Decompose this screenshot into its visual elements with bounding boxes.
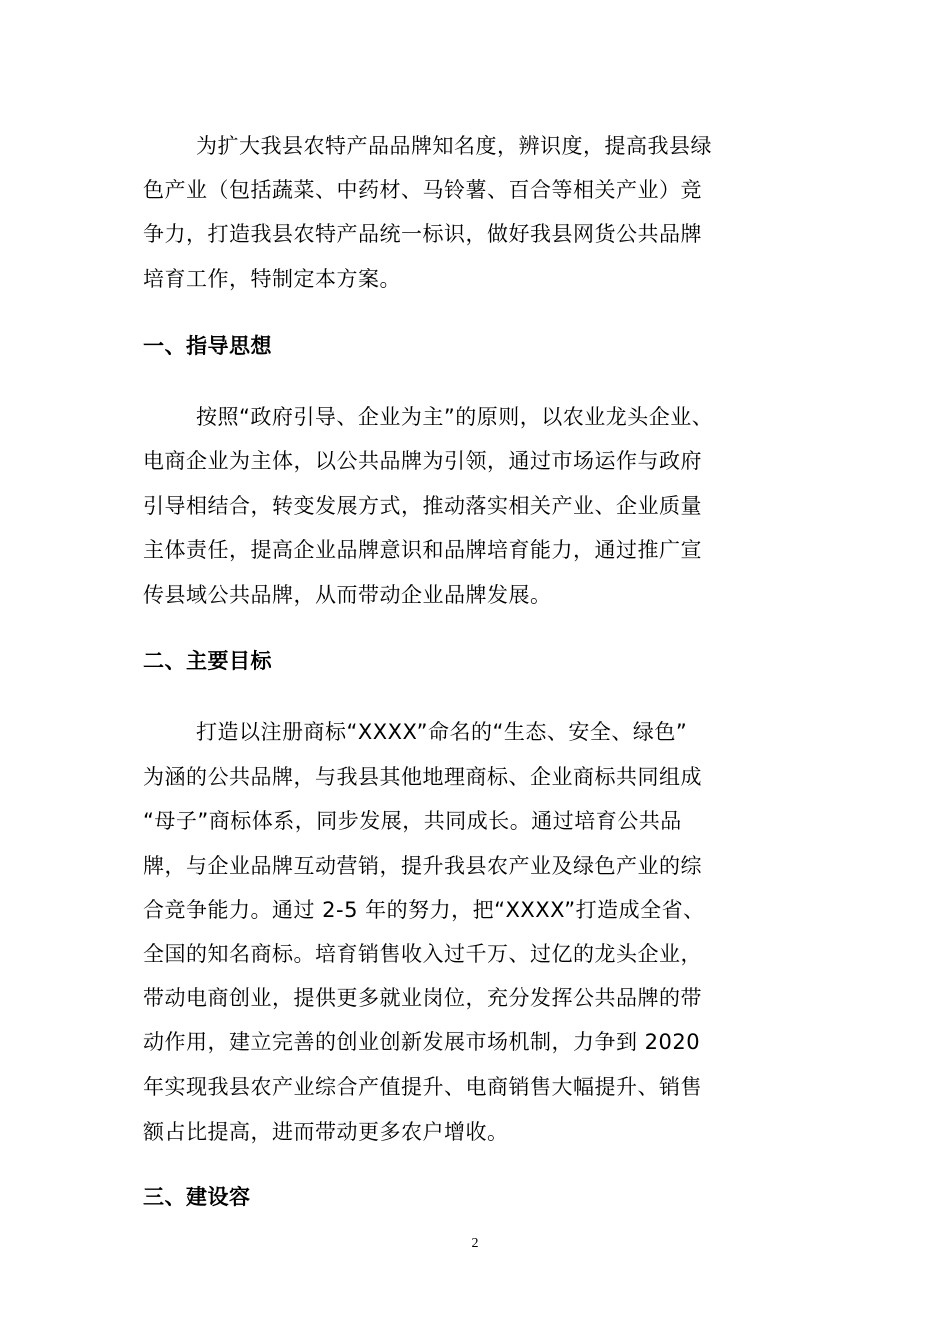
section1-line-2: 电商企业为主体，以公共品牌为引领，通过市场运作与政府 (143, 449, 702, 473)
section-heading-construction-content: 三、建设容 (143, 1185, 251, 1209)
section2-line-10: 额占比提高，进而带动更多农户增收。 (143, 1120, 509, 1144)
section2-line-6: 全国的知名商标。培育销售收入过千万、过亿的龙头企业， (143, 942, 702, 966)
section1-line-3: 引导相结合，转变发展方式，推动落实相关产业、企业质量 (143, 494, 702, 518)
section1-line-4: 主体责任，提高企业品牌意识和品牌培育能力，通过推广宣 (143, 538, 702, 562)
intro-line-1: 为扩大我县农特产品品牌知名度，辨识度，提高我县绿 (196, 134, 712, 158)
section-heading-guiding-ideology: 一、指导思想 (143, 334, 272, 358)
section2-line-9: 年实现我县农产业综合产值提升、电商销售大幅提升、销售 (143, 1075, 702, 1099)
section2-line-3: “母子”商标体系，同步发展，共同成长。通过培育公共品 (143, 809, 682, 833)
section2-line-7: 带动电商创业，提供更多就业岗位，充分发挥公共品牌的带 (143, 986, 702, 1010)
section2-line-2: 为涵的公共品牌，与我县其他地理商标、企业商标共同组成 (143, 765, 702, 789)
section-heading-main-goals: 二、主要目标 (143, 649, 272, 673)
intro-line-3: 争力，打造我县农特产品统一标识，做好我县网货公共品牌 (143, 222, 702, 246)
section2-line-8: 动作用，建立完善的创业创新发展市场机制，力争到 2020 (143, 1030, 701, 1054)
intro-line-2: 色产业（包括蔬菜、中药材、马铃薯、百合等相关产业）竞 (143, 178, 702, 202)
section2-line-5: 合竞争能力。通过 2-5 年的努力，把“XXXX”打造成全省、 (143, 898, 705, 922)
intro-line-4: 培育工作，特制定本方案。 (143, 267, 401, 291)
section2-line-4: 牌，与企业品牌互动营销，提升我县农产业及绿色产业的综 (143, 854, 702, 878)
section2-line-1: 打造以注册商标“XXXX”命名的“生态、安全、绿色” (196, 720, 688, 744)
page-number: 2 (471, 1236, 479, 1251)
section1-line-1: 按照“政府引导、企业为主”的原则，以农业龙头企业、 (196, 405, 714, 429)
section1-line-5: 传县域公共品牌，从而带动企业品牌发展。 (143, 583, 552, 607)
